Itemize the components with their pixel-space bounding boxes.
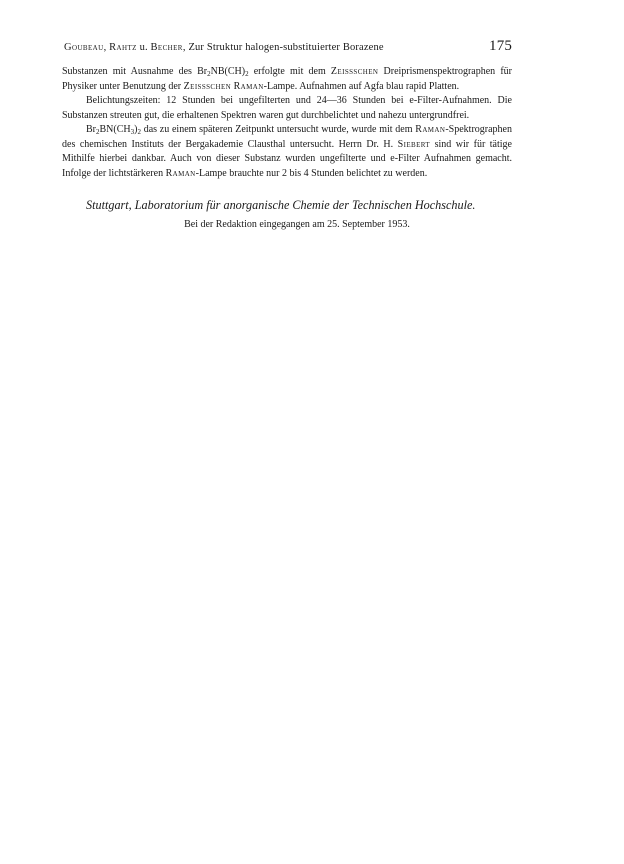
- affiliation: Stuttgart, Laboratorium für anorganische Chemie der Technischen Hochschule.: [86, 198, 476, 212]
- author-rahtz: Rahtz: [109, 42, 137, 53]
- paragraph-later-measurement: $Br_2BN(CH_3)_2$ das zu einem späteren Zeitpunkt untersucht wurde, wurde mit dem Raman-Spektrographen des chemischen Instituts der Bergakademie Clausthal untersucht. Herrn Dr. H. Siebert sind wir für tätige Mithilfe hierbei dankbar. Auch von dieser Substanz wurden ungefilterte und e-Filter Aufnahmen gemacht. Infolge der lichtstärkeren Raman-Lampe brauchte nur 2 bis 4 Stunden belichtet zu werden.: [62, 124, 512, 179]
- running-header: [62, 38, 512, 55]
- running-title: [64, 42, 384, 53]
- author-separator: ,: [103, 42, 110, 53]
- page: [62, 38, 512, 230]
- author-becher: Becher: [150, 42, 183, 53]
- paragraph-instrument: Substanzen mit Ausnahme des $Br_2NB(CH)_2$ erfolgte mit dem Zeissschen Dreiprismenspektrographen für Physiker unter Benutzung der Zeissschen Raman-Lampe. Aufnahmen auf Agfa blau rapid Platten.: [62, 66, 512, 92]
- page-number: 175: [489, 38, 512, 54]
- author-goubeau: Goubeau: [64, 42, 104, 53]
- received-date: Bei der Redaktion eingegangen am 25. September 1953.: [184, 219, 410, 230]
- author-separator: u.: [136, 42, 151, 53]
- article-title: , Zur Struktur halogen-substituierter Borazene: [182, 42, 384, 53]
- article-body: [62, 65, 512, 181]
- paragraph-exposure: Belichtungszeiten: 12 Stunden bei ungefilterten und 24—36 Stunden bei e-Filter-Aufnahmen. Die Substanzen streuten gut, die erhaltenen Spektren waren gut durchbelichtet und nahezu untergrundfrei.: [62, 95, 512, 121]
